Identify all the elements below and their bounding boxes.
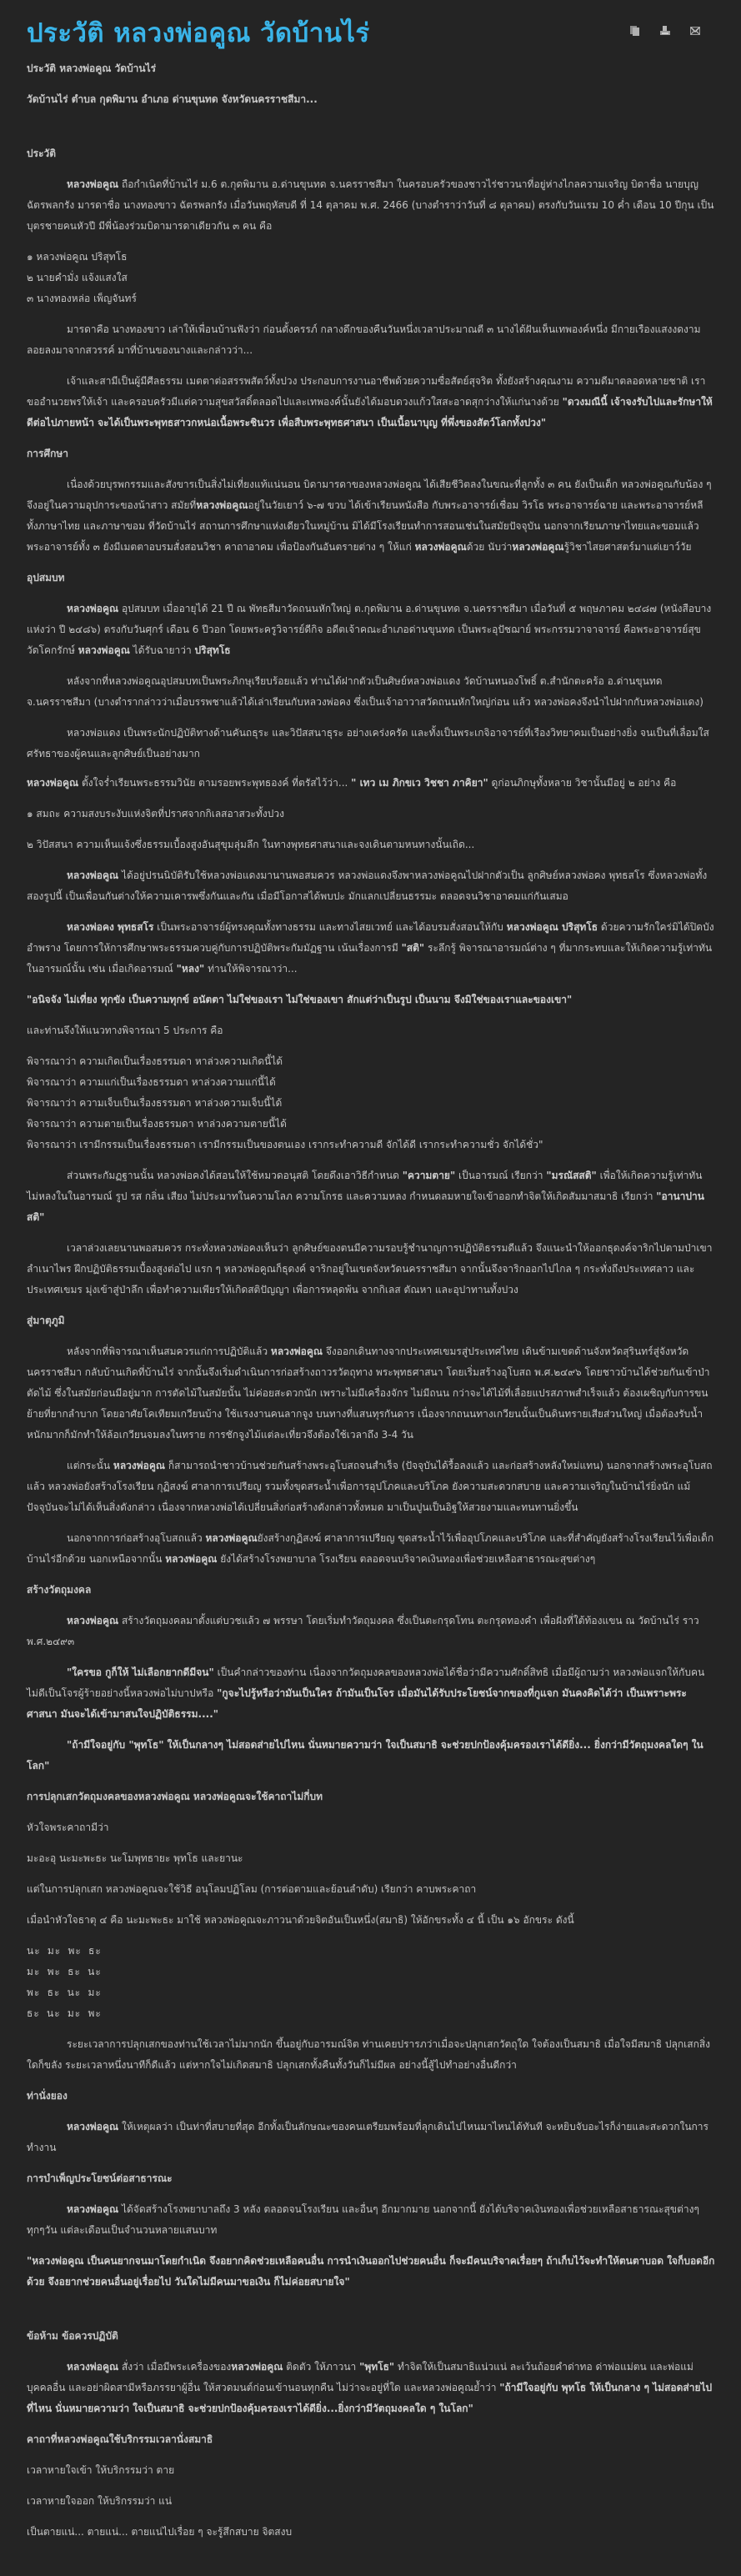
text: เป็นอารมณ์ เรียกว่า	[455, 1170, 547, 1181]
ordination-paragraph-1	[27, 599, 716, 661]
consecration-duration: ระยะเวลาการปลุกเสกของท่านใช้เวลาไม่มากนัก ขึ้นอยู่กับอารมณ์จิต ท่านเคยปรารภว่าเมื่อจะปลุกเสกวัตถุใด ใจต้องเป็นสมาธิ เมื่อใจมีสมาธิ ปลุกเสกสิ่งใดก็ขลัง ระยะเวลาหนึ่งนาทีก็ดีแล้ว แต่หากใจไม่เกิดสมาธิ ปลุกเสกทั้งคืนทั้งวันก็ไม่มีผล อย่างนี้สู้ไปทำอย่างอื่นดีกว่า	[27, 2038, 711, 2071]
final-instruction: เป็นตายแน่... ตายแน่... ตายแน่ไปเรื่อย ๆ จะรู้สึกสบาย จิตสงบ	[27, 2526, 293, 2538]
name: หลวงพ่อคูณ	[27, 777, 79, 789]
text: นอกจากการก่อสร้างอุโบสถแล้ว	[67, 1532, 206, 1544]
name: หลวงพ่อคูณ	[67, 603, 119, 614]
name: หลวงพ่อคูณ	[67, 178, 119, 190]
text: ทำจิตให้เป็นสมาธิแน่วแน่ ละเว้นถ้อยคำด่าทอ ด่าพ่อแม่ตน และพ่อแม่บุคคลอื่น และอย่าผิดสามีหรือภรรยาผู้อื่น ให้สวดมนต์ก่อนเข้านอนทุกคืน ไม่ว่าจะอยู่ที่ใด และหลวงพ่อคูณย้ำว่า	[27, 2361, 693, 2393]
amulets-paragraph-1	[27, 1611, 716, 1652]
mantra-line: นะ มะ พะ ธะ	[27, 1945, 102, 1957]
section-heading-posture: ท่านั่งยอง	[27, 2090, 68, 2102]
name: หลวงพ่อคูณ	[414, 541, 467, 553]
text: รู้วิชาไสยศาสตร์มาแต่เยาว์วัย	[563, 541, 692, 553]
name: หลวงพ่อคูณ	[165, 1553, 218, 1565]
homeland-paragraph-1	[27, 1341, 716, 1446]
intro-location: วัดบ้านไร่ ตำบล กุดพิมาน อำเภอ ด่านขุนทด จังหวัดนครราชสีมา...	[27, 93, 318, 105]
list-item: ๒ วิปัสสนา ความเห็นแจ้งซึ่งธรรมเบื้องสูงอันสุขุมลุ่มลึก ในทางพุทธศาสนาและจงเดินตามหนทางนั้นเถิด...	[27, 839, 475, 850]
history-paragraph-2: มารดาคือ นางทองขาว เล่าให้เพื่อนบ้านฟังว่า ก่อนตั้งครรภ์ กลางดึกของคืนวันหนึ่งเวลาประมาณตี ๓ นางได้ฝันเห็นเทพองค์หนึ่ง มีกายเรืองแสงงดงาม ลอยลงมาจากสวรรค์ มาที่บ้านของนางและกล่าวว่า...	[27, 323, 701, 356]
public-quote	[27, 2251, 716, 2293]
pali-quote: " เทว เม ภิกขเว วิชชา ภาคิยา"	[351, 777, 488, 789]
text: ได้จัดสร้างโรงพยาบาลถึง 3 หลัง ตลอดจนโรงเรียน และอื่นๆ อีกมากมาย นอกจากนี้ ยังได้บริจาคเงินทองเพื่อช่วยเหลือสาธารณะสุขต่างๆ ทุกๆวัน แต่ละเดือนเป็นจำนวนหลายแสนบาท	[27, 2203, 699, 2236]
quote: "ถ้ามีใจอยู่กับ พุทโธ ให้เป็นกลาง ๆ ไม่สอดส่ายไปที่ไหน นั่นหมายความว่า ใจเป็นสมาธิ จะช่วยปกป้องคุ้มครองเราได้ดียิ่ง...ยิ่งกว่ามีวัตถุมงคลใด ๆ ในโลก"	[27, 2382, 713, 2414]
text: ส่วนพระกัมฏฐานนั้น หลวงพ่อคงได้สอนให้ใช้หมวดอนุสติ โดยดึงเอาวิธีกำหนด	[67, 1170, 403, 1181]
text: ก็สามารถนำชาวบ้านช่วยกันสร้างพระอุโบสถจนสำเร็จ (ปัจจุบันได้รื้อลงแล้ว และก่อสร้างหลังใหม่แทน) นอกจากสร้างพระอุโบสถแล้ว หลวงพ่อยังสร้างโรงเรียน กุฏิสงฆ์ ศาลาการเปรียญ รวมทั้งขุดสระน้ำเพื่อการอุปโภคและบริโภค ยังความสะดวกสบาย และความเจริญในบ้านไร่ยิ่งนัก แม้ปัจจุบันจะไม่ได้เห็นสิ่งดังกล่าว เนื่องจากหลวงพ่อได้เปลี่ยนสิ่งก่อสร้างดังกล่าวทั้งหมด มาเป็นปูนเป็นอิฐให้สวยงามและทนทานยิ่งขึ้น	[27, 1460, 713, 1513]
ordination-paragraph-5	[27, 865, 716, 907]
article-header	[27, 12, 716, 55]
intro-title: ประวัติ หลวงพ่อคูณ วัดบ้านไร่	[27, 63, 157, 74]
inhale-instruction: เวลาหายใจเข้า ให้บริกรรมว่า ตาย	[27, 2464, 175, 2476]
history-paragraph-3	[27, 371, 716, 434]
name: หลวงพ่อคูณ	[512, 541, 564, 553]
five-contemplations-intro: และท่านจึงให้แนวทางพิจารณา 5 ประการ คือ	[27, 1025, 223, 1036]
text: เจ้าและสามีเป็นผู้มีศีลธรรม เมตตาต่อสรรพสัตว์ทั้งปวง ประกอบการงานอาชีพด้วยความซื่อสัตย์สุจริต ทั้งยังสร้างคุณงาม ความดีมาตลอดหลายชาติ เราขออำนวยพรให้เจ้า และครอบครัวมีแต่ความสุขสวัสดิ์ตลอดไปและเทพองค์นั้นยังได้มอบดวงแก้วใสสะอาดสุกว่างให้แก่นางด้วย	[27, 375, 706, 408]
name: หลวงพ่อคูณ ปริสุทโธ	[506, 921, 598, 933]
list-item: ๑ สมถะ ความสงบระงับแห่งจิตที่ปราศจากกิเลสอาสวะทั้งปวง	[27, 808, 284, 819]
public-paragraph	[27, 2199, 716, 2241]
siblings-list	[27, 247, 716, 309]
text: ได้รับฉายาว่า	[129, 644, 195, 656]
text: ติดตัว ให้ภาวนา	[283, 2361, 360, 2373]
term: "หลง"	[176, 963, 205, 975]
amulets-paragraph-2	[27, 1662, 716, 1725]
posture-paragraph	[27, 2117, 716, 2158]
consecration-heading: การปลุกเสกวัตถุมงคลของหลวงพ่อคูณ หลวงพ่อคูณจะใช้คาถาไม่กี่บท	[27, 1791, 323, 1802]
section-heading-public: การบำเพ็ญประโยชน์ต่อสาธารณะ	[27, 2173, 173, 2184]
text: ตั้งใจร่ำเรียนพระธรรมวินัย ตามรอยพระพุทธองค์ ที่ตรัสไว้ว่า...	[78, 777, 352, 789]
section-heading-precepts: ข้อห้าม ข้อควรปฏิบัติ	[27, 2330, 118, 2342]
term: "มรณัสสติ"	[546, 1170, 597, 1181]
homeland-paragraph-3	[27, 1528, 716, 1570]
quote: "อนิจจัง ไม่เที่ยง ทุกขัง เป็นความทุกข์ อนัตตา ไม่ใช่ของเรา ไม่ใช่ของเขา สักแต่ว่าเป็นรูป เป็นนาม จึงมิใช่ของเราและของเขา"	[27, 994, 573, 1005]
text: ด้วยความรักใคร่มิได้ปิดบังอำพราง โดยการให้การศึกษาพระธรรมควบคู่กับการปฏิบัติพระกัมมัฏฐาน เน้นเรื่องการมี	[27, 921, 714, 954]
consecration-method: แต่ในการปลุกเสก หลวงพ่อคูณจะใช้วิธี อนุโลมปฏิโลม (การต่อตามและย้อนลำดับ) เรียกว่า คาบพระคาถา	[27, 1883, 477, 1895]
mantra-line: พะ ธะ นะ มะ	[27, 1987, 102, 1998]
list-item: ๒ นายคำมั่ง แจ้งแสงใส	[27, 272, 128, 283]
education-paragraph	[27, 474, 716, 558]
list-item: ๑ หลวงพ่อคูณ ปริสุทโธ	[27, 251, 128, 263]
name: หลวงพ่อคูณ	[67, 1615, 119, 1626]
text: สั่งว่า เมื่อมีพระเครื่องของ	[118, 2361, 232, 2373]
text: ระลึกรู้ พิจารณาอารมณ์ต่าง ๆ ที่มากระทบและให้เกิดความรู้เท่าทัน ในอารมณ์นั้น เช่น เมื่อเกิดอารมณ์	[27, 942, 713, 975]
ordination-paragraph-2: หลังจากที่หลวงพ่อคูณอุปสมบทเป็นพระภิกษุเรียบร้อยแล้ว ท่านได้ฝากตัวเป็นศิษย์หลวงพ่อแดง วัดบ้านหนองโพธิ์ ต.สำนักตะคร้อ อ.ด่านขุนทด จ.นครราชสีมา (บางตำรากล่าวว่าเมื่อบรรพชาแล้วได้เล่าเรียนกับหลวงพ่อคง ซึ่งเป็นเจ้าอาวาสวัดถนนหักใหญ่ก่อน แล้ว หลวงพ่อคงจึงนำไปฝากกับหลวงพ่อแดง)	[27, 675, 703, 708]
name: หลวงพ่อคูณ	[196, 499, 248, 511]
list-item: พิจารณาว่า ความเจ็บเป็นเรื่องธรรมดา หาล่วงความเจ็บนี้ได้	[27, 1097, 283, 1109]
name: หลวงพ่อคูณ	[205, 1532, 258, 1544]
text: ได้อยู่ปรนนิบัติรับใช้หลวงพ่อแดงมานานพอสมควร หลวงพ่อแดงจึงพาหลวงพ่อคูณไปฝากตัวเป็น ลูกศิษย์หลวงพ่อคง พุทธสโร ซึ่งหลวงพ่อทั้งสองรูปนี้ เป็นเพื่อนกันต่างให้ความเคารพซึ่งกันและกัน เมื่อมีโอกาสได้พบปะ มักแลกเปลี่ยนธรรมะ ตลอดจนวิชาอาคมแก่กันเสมอ	[27, 870, 708, 902]
term: "อานาปานสติ"	[27, 1190, 704, 1223]
homeland-paragraph-2	[27, 1456, 716, 1518]
text: จึงออกเดินทางจากประเทศเขมรสู่ประเทศไทย เดินข้ามเขตด้านจังหวัดสุรินทร์สู่จังหวัดนครราชสีมา กลับบ้านเกิดที่บ้านไร่ จากนั้นจึงเริ่มดำเนินการก่อสร้างถาวรวัตถุทาง พระพุทธศาสนา โดยเริ่มสร้างอุโบสถ พ.ศ.๒๔๙๖ โดยชาวบ้านได้ช่วยกันเข้าป่าตัดไม้ ซึ่งในสมัยก่อนมีอยู่มาก การตัดไม้ในสมัยนั้น ไม่ค่อยสะดวกนัก เพราะไม่มีเครื่องจักร ไม่มีถนน กว่าจะได้ไม้ที่เลื่อยแปรสภาพสำเร็จแล้ว ต้องเผชิญกับการขนย้ายที่ยากลำบาก โดยอาศัยโคเทียมเกวียนบ้าง ใช้แรงงานคนลากจูง บนทางที่แสนทุรกันดาร เนื่องจากถนนทางเกวียนนั้นเป็นดินทรายเสียส่วนใหญ่ เมื่อต้องรับน้ำหนักมากก็มักทำให้ล้อเกวียนจมลงในทราย การชักจูงไม้แต่ละเที่ยวจึงต้องใช้เวลาถึง 3-4 วัน	[27, 1346, 710, 1441]
text: อุปสมบท เมื่ออายุได้ 21 ปี ณ พัทธสีมาวัดถนนหักใหญ่ ต.กุดพิมาน อ.ด่านขุนทด จ.นครราชสีมา เมื่อวันที่ ๕ พฤษภาคม ๒๔๘๗ (หนังสือบางแห่งว่า ปี ๒๔๘๖) ตรงกับวันศุกร์ เดือน 6 ปีวอก โดยพระครูวิจารย์ดีกิจ อดีตเจ้าคณะอำเภอด่านขุนทด เป็นพระอุปัชฌาย์ พระกรรมวาจาจารย์ คือพระอาจารย์สุข วัดโคกรักษ์	[27, 603, 712, 656]
text: ดูก่อนภิกษุทั้งหลาย วิชานั้นมีอยู่ ๒ อย่าง คือ	[488, 777, 677, 789]
text: หลังจากที่พิจารณาเห็นสมควรแก่การปฏิบัติแล้ว	[67, 1346, 271, 1357]
ordination-paragraph-4	[27, 773, 716, 794]
term: "พุทโธ"	[359, 2361, 395, 2373]
text: เป็นคำกล่าวของท่าน เนื่องจากวัตถุมงคลของหลวงพ่อได้ชื่อว่ามีความศักดิ์สิทธิ เมื่อมีผู้ถามว่า หลวงพ่อแจกให้กับคนไม่ดีเป็นโจรผู้ร้ายอย่างนี้หลวงพ่อไม่บาปหรือ	[27, 1666, 705, 1699]
meditation-heading: คาถาที่หลวงพ่อคูณใช้บริกรรมเวลานั่งสมาธิ	[27, 2433, 213, 2445]
section-heading-history: ประวัติ	[27, 148, 57, 159]
text: ด้วย นับว่า	[466, 541, 513, 553]
exhale-instruction: เวลาหายใจออก ให้บริกรรมว่า แน่	[27, 2495, 173, 2507]
name: หลวงพ่อคูณ	[67, 2121, 119, 2132]
deity-quote: "ดวงมณีนี้ เจ้าจงรับไปและรักษาให้ดีต่อไปภายหน้า จะได้เป็นพระพุทธสาวกหน่อเนื้อพระชินวร เพื่อสืบพระพุทธศาสนา เป็นเนื้อนาบุญ ที่พึ่งของสัตว์โลกทั้งปวง"	[27, 396, 713, 428]
text: ยังสร้างกุฏิสงฆ์ ศาลาการเปรียญ ขุดสระน้ำไว้เพื่ออุปโภคและบริโภค และที่สำคัญยังสร้างโรงเรียนไว้เพื่อเด็กบ้านไร่อีกด้วย นอกเหนือจากนั้น	[27, 1532, 714, 1565]
name: หลวงพ่อคง พุทธสโร	[67, 921, 154, 933]
mantra-line: มะ พะ ธะ นะ	[27, 1966, 102, 1977]
quote: "ใครขอ กูก็ให้ ไม่เลือกยากดีมีจน"	[67, 1666, 214, 1678]
text: เพื่อให้เกิดความรู้เท่าทัน ไม่หลงในในอารมณ์ รูป รส กลิ่น เสียง ไม่ประมาทในความโลภ ความโกรธ และความหลง กำหนดลมหายใจเข้าออกทำจิตให้เกิดสัมมาสมาธิ เรียกว่า	[27, 1170, 703, 1202]
history-paragraph-1	[27, 174, 716, 237]
amulets-paragraph-3	[27, 1735, 716, 1777]
section-heading-homeland: สู่มาตุภูมิ	[27, 1315, 65, 1326]
section-heading-amulets: สร้างวัตถุมงคล	[27, 1584, 92, 1596]
list-item: พิจารณาว่า ความตายเป็นเรื่องธรรมดา หาล่วงความตายนี้ได้	[27, 1118, 287, 1130]
text: ถือกำเนิดที่บ้านไร่ ม.6 ต.กุดพิมาน อ.ด่านขุนทด จ.นครราชสีมา ในครอบครัวของชาวไร่ชาวนาที่อยู่ห่างไกลความเจริญ บิดาชื่อ นายบุญ ฉัตรพลกรัง มารดาชื่อ นางทองขาว ฉัตรพลกรัง เมื่อวันพฤหัสบดี ที่ 14 ตุลาคม พ.ศ. 2466 (บางตำราว่าวันที่ ๘ ตุลาคม) ตรงกับวันแรม 10 ค่ำ เดือน 10 ปีกุน เป็นบุตรชายคนหัวปี มีพี่น้องร่วมบิดามารดาเดียวกัน ๓ คน คือ	[27, 178, 714, 232]
page-title: ประวัติ หลวงพ่อคูณ วัดบ้านไร่	[27, 18, 370, 48]
section-heading-ordination: อุปสมบท	[27, 572, 65, 584]
copy-icon[interactable]	[629, 25, 641, 37]
name: หลวงพ่อคูณ	[113, 1460, 166, 1471]
list-item: พิจารณาว่า ความแก่เป็นเรื่องธรรมดา หาล่วงความแก่นี้ได้	[27, 1076, 276, 1088]
mantra-line: ธะ นะ มะ พะ	[27, 2007, 102, 2019]
text: อยู่ในวัยเยาว์ ๖-๗ ขวบ ได้เข้าเรียนหนังสือ กับพระอาจารย์เชื่อม วิรโธ พระอาจารย์ฉาย และพระอาจารย์หลี ทั้งภาษาไทย และภาษาขอม ที่วัดบ้านไร่ สถานการศึกษาแห่งเดียวในหมู่บ้าน มิได้มีโรงเรียนทำการสอนเช่นในสมัยปัจจุบัน นอกจากเรียนภาษาไทยและขอมแล้ว พระอาจารย์ทั้ง ๓ ยังมีเมตตาอบรมสั่งสอนวิชา คาถาอาคม เพื่อป้องกันอันตรายต่าง ๆ ให้แก่	[27, 499, 703, 553]
ordination-paragraph-7	[27, 1165, 716, 1228]
section-heading-education: การศึกษา	[27, 448, 68, 459]
dhamma-quote	[27, 990, 716, 1010]
consecration-method-2: เมื่อนำหัวใจธาตุ ๔ คือ นะมะพะธะ มาใช้ หลวงพ่อคูณจะภาวนาด้วยจิตอันเป็นหนึ่ง(สมาธิ) ให้อักขระทั้ง ๔ นี้ เป็น ๑๖ อักขระ ดังนี้	[27, 1914, 574, 1926]
text: สร้างวัตถุมงคลมาตั้งแต่บวชแล้ว ๗ พรรษา โดยเริ่มทำวัตถุมงคล ซึ่งเป็นตะกรุดโทน ตะกรุดทองคำ เพื่อฝังที่ใต้ท้องแขน ณ วัดบ้านไร่ ราว พ.ศ.๒๔๙๓	[27, 1615, 699, 1647]
term: "สติ"	[401, 942, 425, 954]
ordination-paragraph-6	[27, 917, 716, 980]
text: เนื่องด้วยบุรพกรรมและสังขารเป็นสิ่งไม่เที่ยงแท้แน่นอน บิดามารดาของหลวงพ่อคูณ ได้เสียชีวิตลงในขณะที่ลูกทั้ง ๓ คน ยังเป็นเด็ก หลวงพ่อคูณกับน้อง ๆ จึงอยู่ในความอุปการะของน้าสาว สมัยที่	[27, 479, 712, 511]
text: แต่กระนั้น	[67, 1460, 113, 1471]
heart-intro: หัวใจพระคาถามีว่า	[27, 1822, 109, 1833]
term: "ความตาย"	[402, 1170, 456, 1181]
text: ท่านให้พิจารณาว่า...	[204, 963, 298, 975]
list-item: พิจารณาว่า ความเกิดเป็นเรื่องธรรมดา หาล่วงความเกิดนี้ได้	[27, 1055, 283, 1067]
quote: "ถ้ามีใจอยู่กับ "พุทโธ" ให้เป็นกลางๆ ไม่สอดส่ายไปไหน นั่นหมายความว่า ใจเป็นสมาธิ จะช่วยปกป้องคุ้มครองเราได้ดียิ่ง... ยิ่งกว่ามีวัตถุมงคลใดๆ ในโลก"	[27, 1739, 703, 1772]
name: หลวงพ่อคูณ	[231, 2361, 283, 2373]
text: ยังได้สร้างโรงพยาบาล โรงเรียน ตลอดจนบริจาคเงินทองเพื่อช่วยเหลือสาธารณะสุขต่างๆ	[217, 1553, 596, 1565]
quote: "กูจะไปรู้หรือว่ามันเป็นใคร ถ้ามันเป็นโจร เมื่อมันได้รับประโยชน์จากของที่กูแจก มันคงคิดได้ว่า เป็นเพราะพระศาสนา มันจะได้เข้ามาสนใจปฏิบัติธรรม...."	[27, 1687, 687, 1720]
name: หลวงพ่อคูณ	[67, 2361, 119, 2373]
name: หลวงพ่อคูณ	[270, 1346, 323, 1357]
ordination-paragraph-8: เวลาล่วงเลยนานพอสมควร กระทั่งหลวงพ่อคงเห็นว่า ลูกศิษย์ของตนมีความรอบรู้ชำนาญการปฏิบัติธรรมดีแล้ว จึงแนะนำให้ออกธุดงค์จาริกไปตามป่าเขาลำเนาไพร ฝึกปฏิบัติธรรมเบื้องสูงต่อไป แรก ๆ หลวงพ่อคูณก็ธุดงค์ จาริกอยู่ในเขตจังหวัดนครราชสีมา จากนั้นจึงจาริกออกไปไกล ๆ กระทั่งถึงประเทศลาว และประเทศเขมร มุ่งเข้าสู่ป่าลึก เพื่อทำความเพียรให้เกิดสติปัญญา เพื่อการหลุดพ้น จากกิเลส ตัณหา และอุปาทานทั้งปวง	[27, 1242, 713, 1296]
quote: "หลวงพ่อคูณ เป็นคนยากจนมาโดยกำเนิด จึงอยากคิดช่วยเหลือคนอื่น การนำเงินออกไปช่วยคนอื่น ก็จะมีคนบริจาคเรื่อยๆ ถ้าเก็บไว้จะทำให้ตนตาบอด ใจก็บอดอีกด้วย จึงอยากช่วยคนอื่นอยู่เรื่อยไป วันใดไม่มีคนมาขอเงิน ก็ไม่ค่อยสบายใจ"	[27, 2255, 715, 2288]
heart-mantra: มะอะอุ นะมะพะธะ นะโมพุทธายะ พุทโธ และยานะ	[27, 1852, 243, 1864]
mantra-list	[27, 1941, 716, 2024]
text: ให้เหตุผลว่า เป็นท่าที่สบายที่สุด อีกทั้งเป็นลักษณะของคนเตรียมพร้อมที่ลุกเดินไปไหนมาไหนได้ทันที จะหยิบจับอะไรก็ง่ายและสะดวกในการทำงาน	[27, 2121, 708, 2153]
name: หลวงพ่อคูณ	[67, 870, 119, 881]
article-tools	[629, 25, 701, 37]
name: หลวงพ่อคูณ	[78, 644, 130, 656]
five-contemplations-list	[27, 1051, 716, 1155]
precepts-paragraph	[27, 2357, 716, 2419]
monastic-name: ปริสุทโธ	[194, 644, 231, 656]
ordination-paragraph-3: หลวงพ่อแดง เป็นพระนักปฏิบัติทางด้านคันถธุระ และวิปัสสนาธุระ อย่างเคร่งครัด และทั้งเป็นพระเกจิอาจารย์ที่เรืองวิทยาคมเป็นอย่างยิ่ง จนเป็นที่เลื่อมใสศรัทธาของผู้คนและลูกศิษย์เป็นอย่างมาก	[27, 727, 709, 759]
text: เป็นพระอาจารย์ผู้ทรงคุณทั้งทางธรรม และทางไสยเวทย์ และได้อบรมสั่งสอนให้กับ	[153, 921, 507, 933]
email-icon[interactable]	[689, 25, 701, 37]
print-icon[interactable]	[659, 25, 671, 37]
list-item: พิจารณาว่า เรามีกรรมเป็นเรื่องธรรมดา เรามีกรรมเป็นของตนเอง เรากระทำความดี จักได้ดี เรากระทำความชั่ว จักได้ชั่ว"	[27, 1139, 543, 1150]
name: หลวงพ่อคูณ	[67, 2203, 119, 2215]
list-item: ๓ นางทองหล่อ เพ็ญจันทร์	[27, 293, 137, 304]
